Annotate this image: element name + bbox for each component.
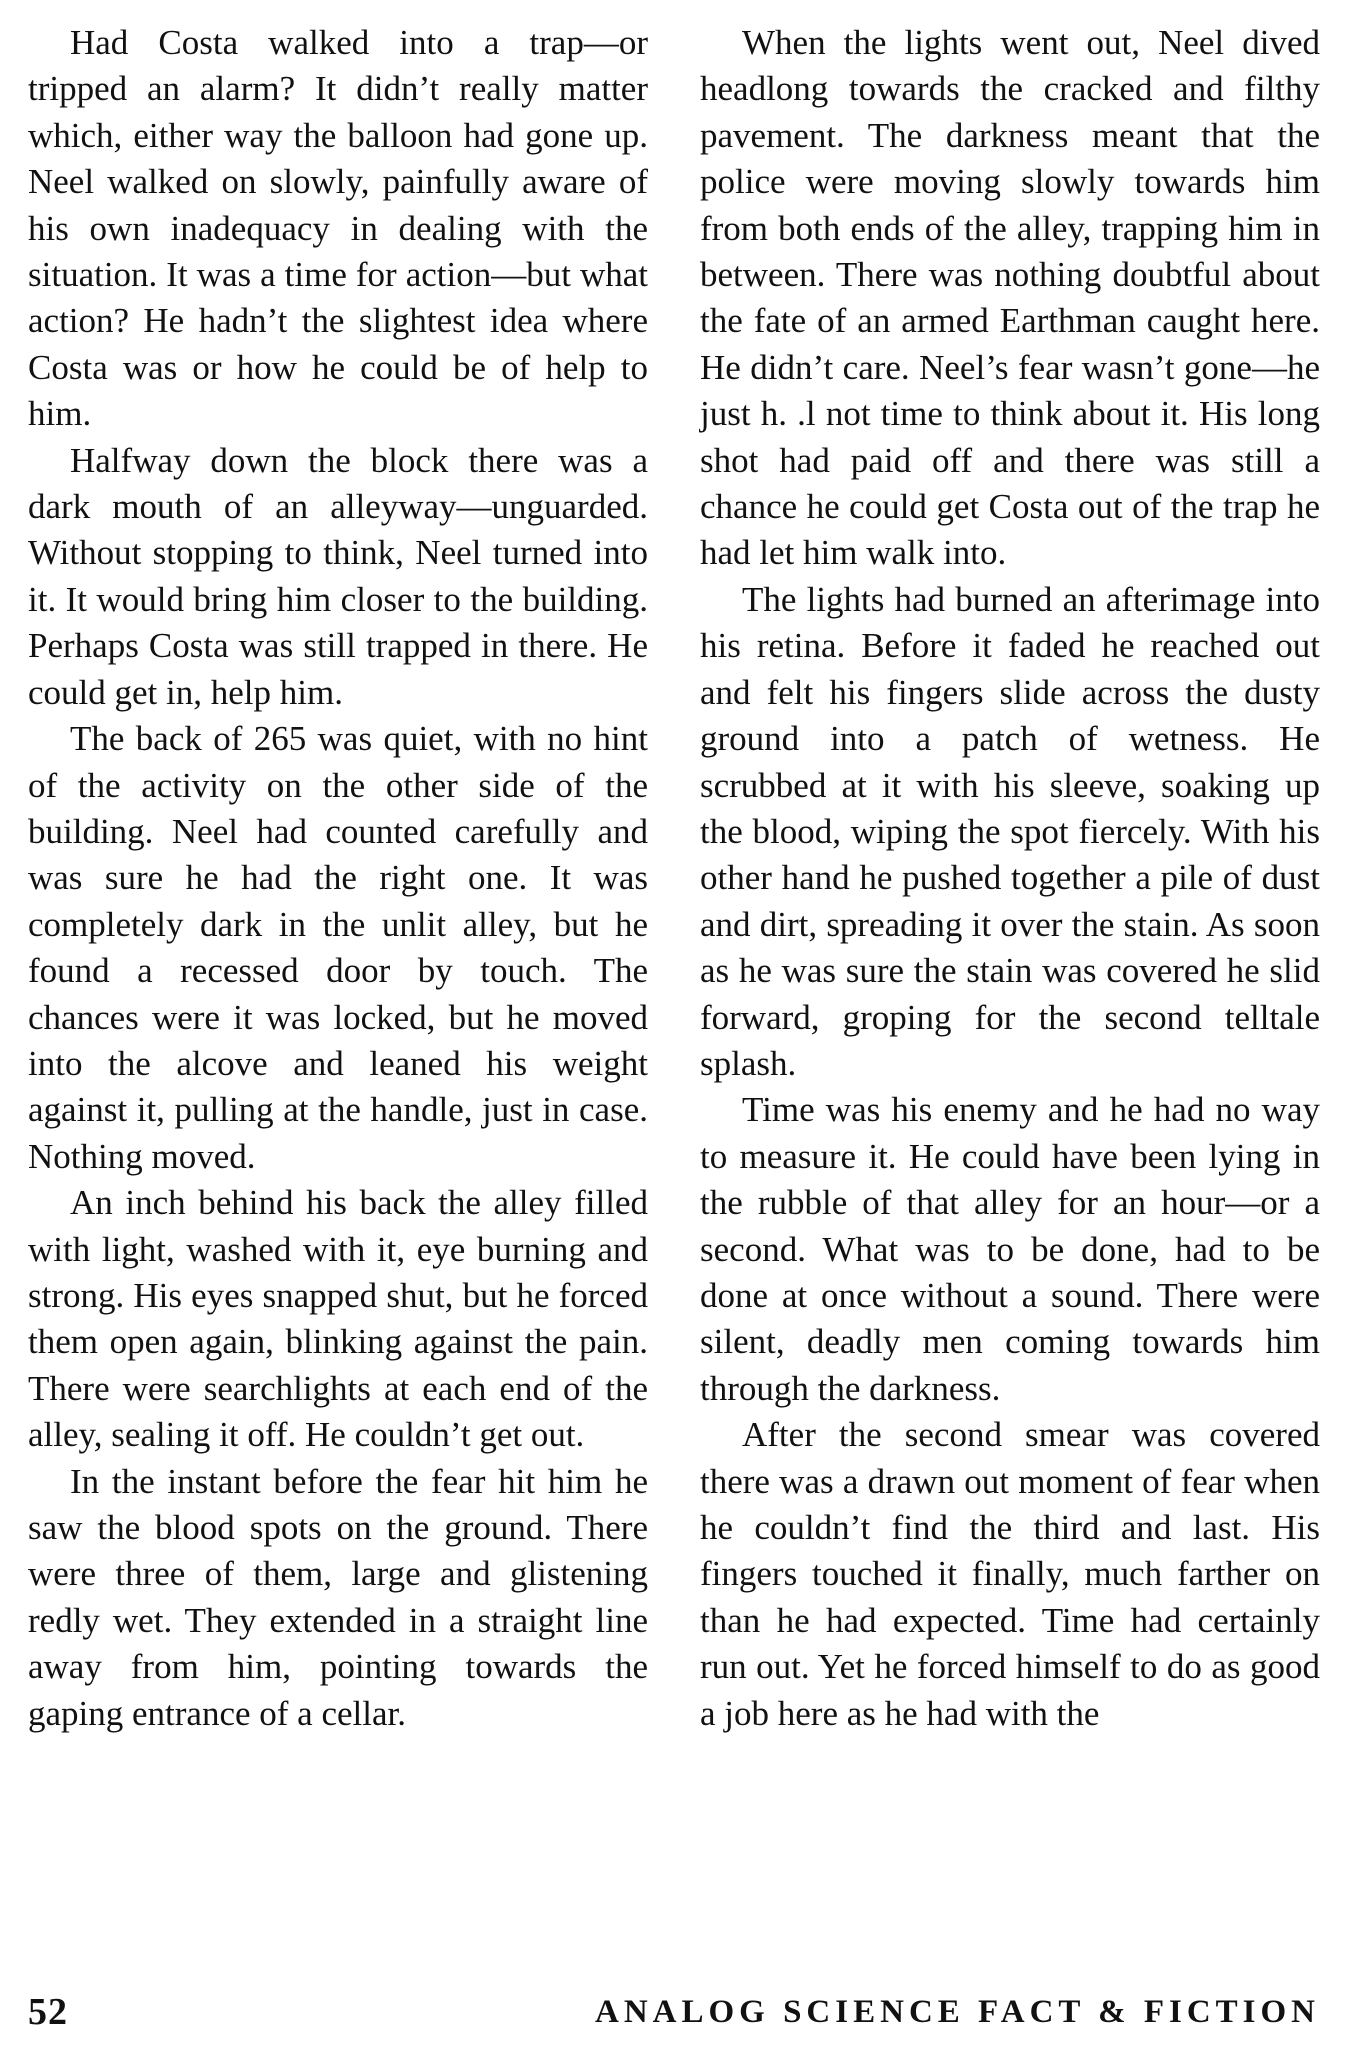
- paragraph: An inch behind his back the alley filled with light, washed with it, eye burning and strong. His eyes snapped shut, but he forced them open again, blinking against the pain. There were searchlights at each end of the alley, sealing it off. He couldn’t get out.: [28, 1183, 648, 1455]
- paragraph: Time was his enemy and he had no way to measure it. He could have been lying in the rubble of that alley for an hour—or a second. What was to be done, had to be done at once without a sound. There were silent, deadly men coming towards him through the darkness.: [700, 1090, 1320, 1408]
- left-column: [28, 20, 648, 1737]
- paragraph: The lights had burned an afterimage into his retina. Before it faded he reached out and felt his fingers slide across the dusty ground into a patch of wetness. He scrubbed at it with his sleeve, soaking up the blood, wiping the spot fiercely. With his other hand he pushed together a pile of dust and dirt, spreading it over the stain. As soon as he was sure the stain was covered he slid forward, groping for the second telltale splash.: [700, 579, 1320, 1083]
- paragraph: The back of 265 was quiet, with no hint of the activity on the other side of the building. Neel had counted carefully and was sure he had the right one. It was completely dark in the unlit alley, but he found a recessed door by touch. The chances were it was locked, but he moved into the alcove and leaned his weight against it, pulling at the handle, just in case. Nothing moved.: [28, 719, 648, 1176]
- paragraph: In the instant before the fear hit him he saw the blood spots on the ground. There were three of them, large and glistening redly wet. They extended in a straight line away from him, pointing towards the gaping entrance of a cellar.: [28, 1461, 648, 1733]
- page-footer: [28, 1990, 1320, 2040]
- page-number: 52: [28, 1991, 68, 2033]
- right-column: [700, 20, 1320, 1737]
- paragraph: When the lights went out, Neel dived headlong towards the cracked and filthy pavement. The darkness meant that the police were moving slowly towards him from both ends of the alley, trapping him in between. There was nothing doubtful about the fate of an armed Earthman caught here. He didn’t care. Neel’s fear wasn’t gone—he just h. .l not time to think about it. His long shot had paid off and there was still a chance he could get Costa out of the trap he had let him walk into.: [700, 23, 1320, 573]
- paragraph: After the second smear was covered there was a drawn out moment of fear when he couldn’t find the third and last. His fingers touched it finally, much farther on than he had expected. Time had certainly run out. Yet he forced himself to do as good a job here as he had with the: [700, 1415, 1320, 1733]
- running-title: ANALOG SCIENCE FACT & FICTION: [594, 1994, 1320, 2030]
- paragraph: Had Costa walked into a trap—or tripped an alarm? It didn’t really matter which, either way the balloon had gone up. Neel walked on slowly, painfully aware of his own inadequacy in dealing with the situation. It was a time for action—but what action? He hadn’t the slightest idea where Costa was or how he could be of help to him.: [28, 23, 648, 434]
- paragraph: Halfway down the block there was a dark mouth of an alleyway—unguarded. Without stopping to think, Neel turned into it. It would bring him closer to the building. Perhaps Costa was still trapped in there. He could get in, help him.: [28, 440, 648, 712]
